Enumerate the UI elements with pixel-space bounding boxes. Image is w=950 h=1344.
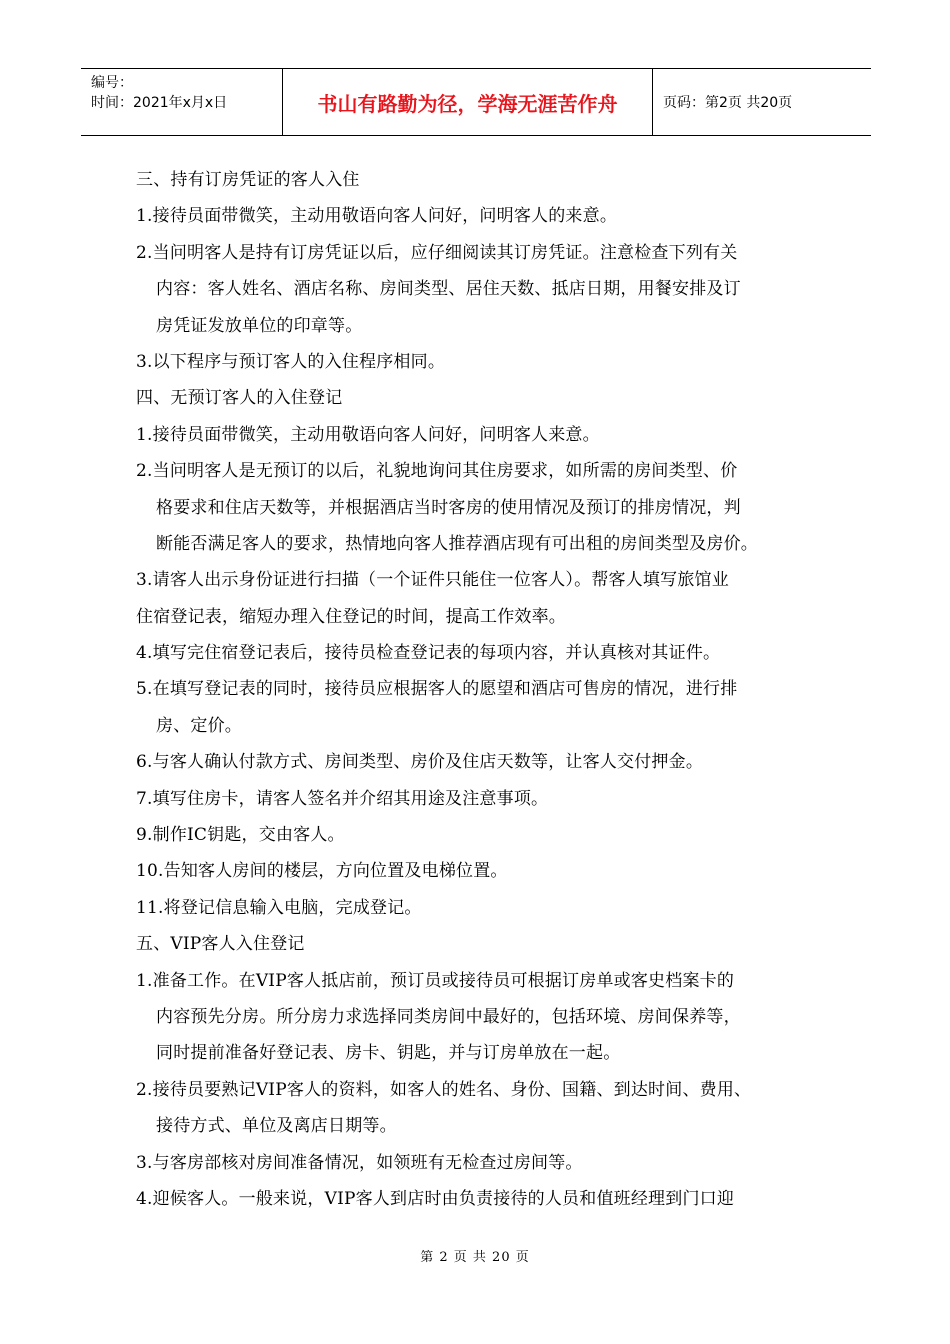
text-line: 1.准备工作。在VIP客人抵店前，预订员或接待员可根据订房单或客史档案卡的 xyxy=(136,970,735,991)
time-label: 时间：2021年x月x日 xyxy=(91,95,228,111)
text-line: 1.接待员面带微笑，主动用敬语向客人问好，问明客人的来意。 xyxy=(136,206,618,227)
number-label: 编号： xyxy=(91,75,133,91)
text-line: 9.制作IC钥匙，交由客人。 xyxy=(136,825,345,846)
text-line: 6.与客人确认付款方式、房间类型、房价及住店天数等，让客人交付押金。 xyxy=(136,752,704,773)
text-line: 断能否满足客人的要求，热情地向客人推荐酒店现有可出租的房间类型及房价。 xyxy=(156,533,758,554)
text-line: 3.请客人出示身份证进行扫描（一个证件只能住一位客人）。帮客人填写旅馆业 xyxy=(136,570,729,591)
text-line: 房、定价。 xyxy=(156,715,242,736)
text-line: 11.将登记信息输入电脑，完成登记。 xyxy=(136,897,422,918)
text-line: 1.接待员面带微笑，主动用敬语向客人问好，问明客人来意。 xyxy=(136,424,600,445)
text-line: 内容预先分房。所分房力求选择同类房间中最好的，包括环境、房间保养等， xyxy=(156,1006,741,1027)
text-line: 三、持有订房凭证的客人入住 xyxy=(136,170,360,190)
text-line: 房凭证发放单位的印章等。 xyxy=(156,315,363,336)
text-line: 5.在填写登记表的同时，接待员应根据客人的愿望和酒店可售房的情况，进行排 xyxy=(136,679,738,700)
text-line: 同时提前准备好登记表、房卡、钥匙，并与订房单放在一起。 xyxy=(156,1043,621,1064)
text-line: 4.迎候客人。一般来说，VIP客人到店时由负责接待的人员和值班经理到门口迎 xyxy=(136,1188,735,1209)
header-meta xyxy=(81,69,283,135)
text-line: 2.接待员要熟记VIP客人的资料，如客人的姓名、身份、国籍、到达时间、费用、 xyxy=(136,1079,752,1100)
text-line: 五、VIP客人入住登记 xyxy=(136,934,305,955)
page-footer: 第 2 页 共 20 页 xyxy=(420,1250,530,1265)
text-line: 2.当问明客人是持有订房凭证以后，应仔细阅读其订房凭证。注意检查下列有关 xyxy=(136,242,738,263)
text-line: 3.与客房部核对房间准备情况，如领班有无检查过房间等。 xyxy=(136,1152,583,1173)
text-line: 10.告知客人房间的楼层，方向位置及电梯位置。 xyxy=(136,861,508,882)
text-line: 住宿登记表，缩短办理入住登记的时间，提高工作效率。 xyxy=(136,606,566,627)
text-line: 7.填写住房卡，请客人签名并介绍其用途及注意事项。 xyxy=(136,788,549,809)
document-body xyxy=(136,162,836,1217)
text-line: 4.填写完住宿登记表后，接待员检查登记表的每项内容，并认真核对其证件。 xyxy=(136,643,721,664)
page-header xyxy=(81,68,871,136)
text-line: 内容：客人姓名、酒店名称、房间类型、居住天数、抵店日期，用餐安排及订 xyxy=(156,279,741,300)
text-line: 接待方式、单位及离店日期等。 xyxy=(156,1116,397,1137)
text-line: 2.当问明客人是无预订的以后，礼貌地询问其住房要求，如所需的房间类型、价 xyxy=(136,461,738,482)
header-page-info: 页码：第2页 共20页 xyxy=(663,95,793,111)
text-line: 3.以下程序与预订客人的入住程序相同。 xyxy=(136,351,446,372)
text-line: 四、无预订客人的入住登记 xyxy=(136,388,343,409)
header-motto: 书山有路勤为径，学海无涯苦作舟 xyxy=(283,69,653,135)
text-line: 格要求和住店天数等，并根据酒店当时客房的使用情况及预订的排房情况，判 xyxy=(156,497,741,518)
